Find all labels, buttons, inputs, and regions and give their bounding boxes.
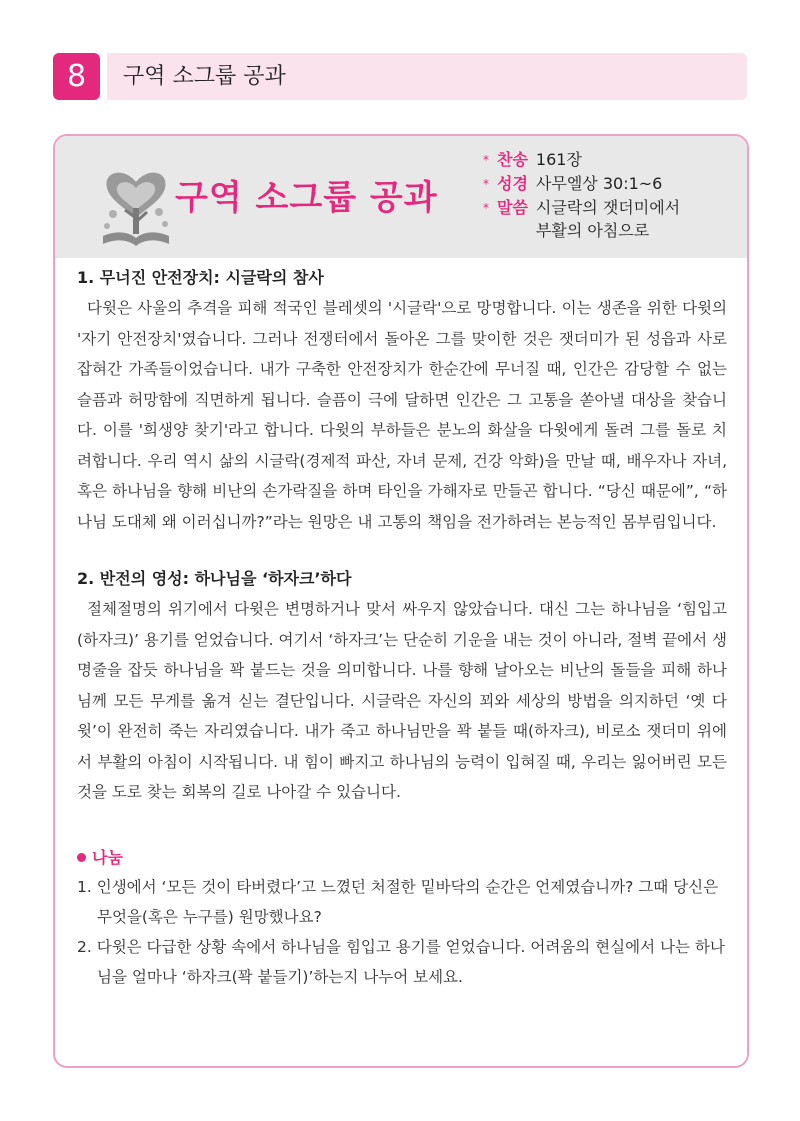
heart-tree-book-icon xyxy=(95,152,177,250)
lesson-meta xyxy=(483,148,743,242)
page-number: 8 xyxy=(53,53,100,100)
sharing-question: 2. 다윗은 다급한 상황 속에서 하나님을 힘입고 용기를 얻었습니다. 어려움의 현실에서 나는 하나님을 얼마나 ‘하자크(꽉 붙들기)’하는지 나누어 보세요. xyxy=(77,937,725,986)
section-body: 절체절명의 위기에서 다윗은 변명하거나 맞서 싸우지 않았습니다. 대신 그는 하나님을 ‘힘입고(하자크)’ 용기를 얻었습니다. 여기서 ‘하자크’는 단순히 기운을 내는 것이 아니라, 절벽 끝에서 생명줄을 잡듯 하나님을 꽉 붙드는 것을 의미합니다. 나를 향해 날아오는 비난의 돌들을 피해 하나님께 모든 무게를 옮겨 싣는 결단입니다. 시글락은 자신의 꾀와 세상의 방법을 의지하던 ‘옛 다윗’이 완전히 죽는 자리였습니다. 내가 죽고 하나님만을 꽉 붙들 때(하자크), 비로소 잿더미 위에서 부활의 아침이 시작됩니다. 내 힘이 빠지고 하나님의 능력이 입혀질 때, 우리는 잃어버린 모든 것을 도로 찾는 회복의 길로 나아갈 수 있습니다. xyxy=(77,600,727,801)
lesson-title: 구역 소그룹 공과 xyxy=(175,178,438,218)
meta-scripture xyxy=(483,172,743,196)
meta-sermon-label: 말씀 xyxy=(497,198,528,217)
meta-hymn-value: 161장 xyxy=(535,150,582,169)
asterisk-icon: * xyxy=(483,153,489,167)
lesson-header xyxy=(55,136,747,258)
section-body: 다윗은 사울의 추격을 피해 적국인 블레셋의 '시글락'으로 망명합니다. 이는 생존을 위한 다윗의 '자기 안전장치'였습니다. 그러나 전쟁터에서 돌아온 그를 맞이한 것은 잿더미가 된 성읍과 사로잡혀간 가족들이었습니다. 내가 구축한 안전장치가 한순간에 무너질 때, 인간은 감당할 수 없는 슬픔과 허망함에 직면하게 됩니다. 슬픔이 극에 달하면 인간은 그 고통을 쏟아낼 대상을 찾습니다. 이를 '희생양 찾기'라고 합니다. 다윗의 부하들은 분노의 화살을 다윗에게 돌려 그를 돌로 치려합니다. 우리 역시 삶의 시글락(경제적 파산, 자녀 문제, 건강 악화)을 만날 때, 배우자나 자녀, 혹은 하나님을 향해 비난의 손가락질을 하며 타인을 가해자로 만들곤 합니다. “당신 때문에”, “하나님 도대체 왜 이러십니까?”라는 원망은 내 고통의 책임을 전가하려는 본능적인 몸부림입니다. xyxy=(77,299,727,531)
sharing-heading xyxy=(77,844,727,872)
section-title-bar xyxy=(107,53,747,100)
meta-sermon xyxy=(483,196,743,242)
lesson-card xyxy=(53,134,749,1068)
sharing-title: 나눔 xyxy=(92,847,123,867)
section-heading: 1. 무너진 안전장치: 시글락의 참사 xyxy=(77,268,324,287)
meta-scripture-label: 성경 xyxy=(497,174,528,193)
meta-scripture-value: 사무엘상 30:1~6 xyxy=(535,174,663,193)
section-1 xyxy=(77,264,727,537)
asterisk-icon: * xyxy=(483,177,489,191)
meta-sermon-value: 시글락의 잿더미에서 부활의 아침으로 xyxy=(535,198,681,240)
sharing-question: 1. 인생에서 ‘모든 것이 타버렸다’고 느꼈던 처절한 밑바닥의 순간은 언제였습니까? 그때 당신은 무엇을(혹은 누구를) 원망했나요? xyxy=(77,877,719,926)
lesson-content xyxy=(77,264,727,992)
section-heading: 2. 반전의 영성: 하나님을 ‘하자크’하다 xyxy=(77,569,352,588)
asterisk-icon: * xyxy=(483,201,489,215)
top-header-bar xyxy=(53,53,747,100)
bullet-icon xyxy=(77,853,86,862)
section-2 xyxy=(77,565,727,808)
section-title: 구역 소그룹 공과 xyxy=(123,64,286,89)
meta-hymn xyxy=(483,148,743,172)
meta-hymn-label: 찬송 xyxy=(497,150,528,169)
